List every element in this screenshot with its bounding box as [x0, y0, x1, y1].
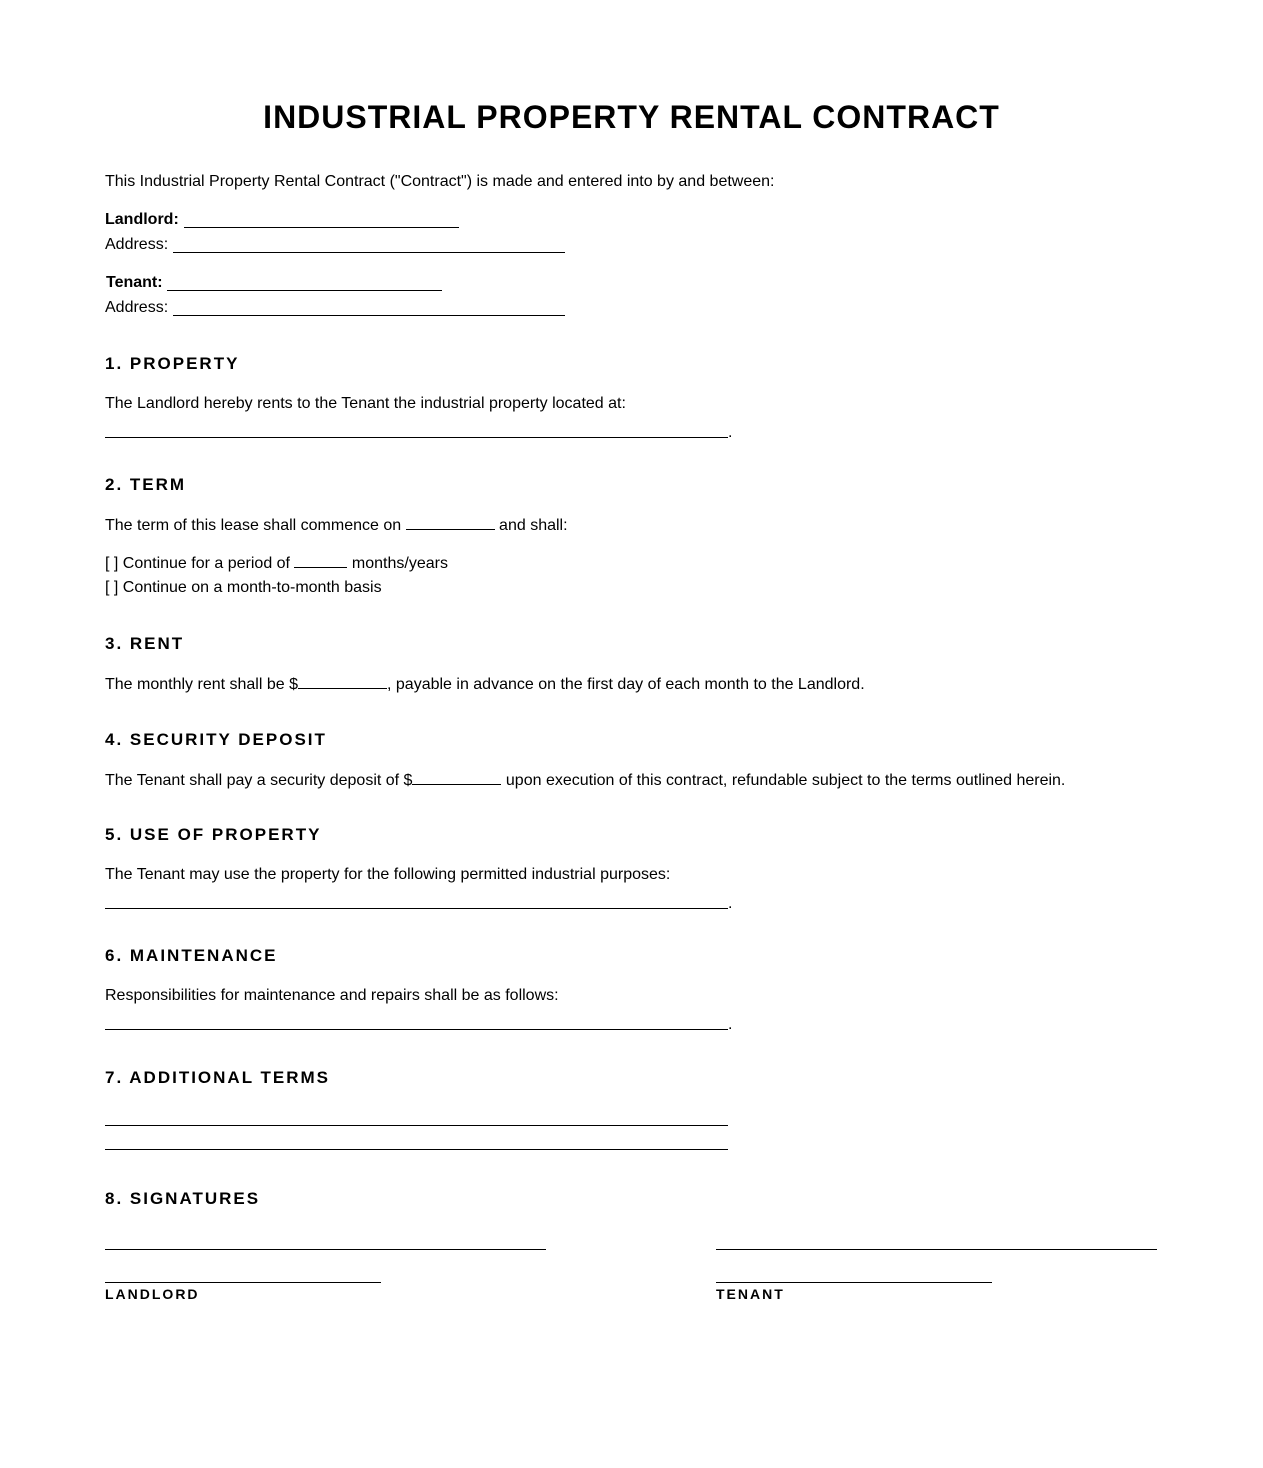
landlord-date-line[interactable] — [105, 1282, 381, 1283]
use-line-end: . — [728, 895, 733, 912]
property-address-line[interactable] — [105, 437, 728, 438]
landlord-signature-line[interactable] — [105, 1249, 546, 1250]
landlord-name-line[interactable] — [184, 227, 459, 228]
intro-text: This Industrial Property Rental Contract ("Contract") is made and entered into by and between: — [105, 173, 775, 190]
deposit-text-after: upon execution of this contract, refundable subject to the terms outlined herein. — [505, 772, 1066, 789]
term-period-blank[interactable] — [294, 553, 347, 568]
additional-terms-line-1[interactable] — [105, 1125, 728, 1126]
section-heading-rent: 3. RENT — [105, 634, 185, 653]
document-title: INDUSTRIAL PROPERTY RENTAL CONTRACT — [263, 99, 1000, 135]
landlord-address-label: Address: — [105, 236, 169, 253]
tenant-address-label: Address: — [105, 299, 169, 316]
tenant-address-line[interactable] — [173, 315, 565, 316]
additional-terms-line-2[interactable] — [105, 1149, 728, 1150]
deposit-sentence — [105, 770, 1065, 791]
section-heading-security-deposit: 4. SECURITY DEPOSIT — [105, 730, 327, 749]
term-commence-text-after: and shall: — [499, 517, 568, 534]
rent-sentence — [105, 674, 865, 695]
section-heading-use-of-property: 5. USE OF PROPERTY — [105, 825, 322, 844]
rent-text-after: , payable in advance on the first day of each month to the Landlord. — [387, 676, 865, 693]
maintenance-text: Responsibilities for maintenance and repairs shall be as follows: — [105, 987, 559, 1004]
tenant-date-line[interactable] — [716, 1282, 992, 1283]
landlord-signature-label: LANDLORD — [105, 1286, 200, 1302]
rent-text: The monthly rent shall be $ — [105, 676, 298, 693]
term-commence-sentence — [105, 515, 568, 536]
section-heading-term: 2. TERM — [105, 475, 187, 494]
term-option-period-text: [ ] Continue for a period of — [105, 555, 290, 572]
term-option-period — [105, 553, 448, 574]
tenant-name-line[interactable] — [167, 290, 442, 291]
landlord-address-line[interactable] — [173, 252, 565, 253]
term-start-date-blank[interactable] — [406, 515, 495, 530]
tenant-label: Tenant: — [106, 274, 163, 291]
section-heading-property: 1. PROPERTY — [105, 354, 240, 373]
property-line-end: . — [728, 424, 733, 441]
section-heading-additional-terms: 7. ADDITIONAL TERMS — [105, 1068, 331, 1087]
tenant-signature-label: TENANT — [716, 1286, 785, 1302]
use-purposes-line[interactable] — [105, 908, 728, 909]
rent-amount-blank[interactable] — [298, 674, 387, 689]
maintenance-line[interactable] — [105, 1029, 728, 1030]
maintenance-line-end: . — [728, 1016, 733, 1033]
tenant-signature-line[interactable] — [716, 1249, 1157, 1250]
term-option-month-to-month: [ ] Continue on a month-to-month basis — [105, 579, 382, 596]
section-heading-signatures: 8. SIGNATURES — [105, 1189, 261, 1208]
term-option-period-unit: months/years — [351, 555, 448, 572]
landlord-label: Landlord: — [105, 211, 179, 228]
property-text: The Landlord hereby rents to the Tenant the industrial property located at: — [105, 395, 626, 412]
deposit-text: The Tenant shall pay a security deposit of $ — [105, 772, 413, 789]
deposit-amount-blank[interactable] — [412, 770, 501, 785]
use-text: The Tenant may use the property for the following permitted industrial purposes: — [105, 866, 671, 883]
term-commence-text: The term of this lease shall commence on — [105, 517, 402, 534]
section-heading-maintenance: 6. MAINTENANCE — [105, 946, 278, 965]
